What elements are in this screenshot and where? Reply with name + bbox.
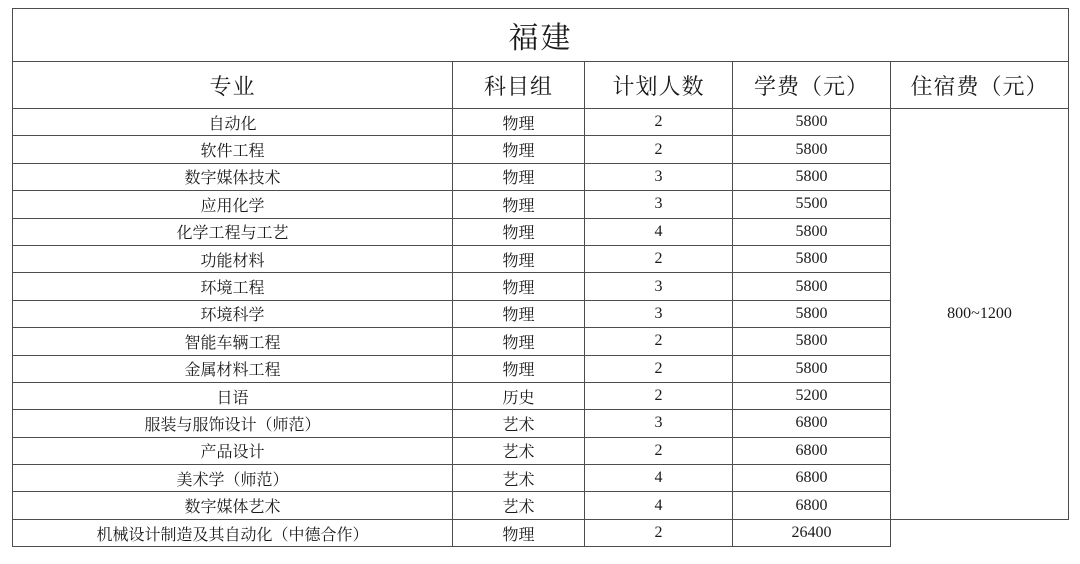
cell-tuition: 5800 — [733, 218, 891, 245]
cell-tuition: 6800 — [733, 492, 891, 519]
cell-plan: 4 — [585, 492, 733, 519]
cell-major: 环境工程 — [13, 273, 453, 300]
cell-subject: 艺术 — [453, 465, 585, 492]
cell-dorm-fee: 800~1200 — [891, 109, 1069, 520]
cell-subject: 物理 — [453, 245, 585, 272]
cell-subject: 物理 — [453, 136, 585, 163]
cell-plan: 2 — [585, 382, 733, 409]
column-header-subject: 科目组 — [453, 62, 585, 109]
cell-subject: 物理 — [453, 109, 585, 136]
cell-major: 机械设计制造及其自动化（中德合作） — [13, 519, 453, 546]
cell-tuition: 5800 — [733, 163, 891, 190]
cell-subject: 历史 — [453, 382, 585, 409]
admission-plan-table — [12, 8, 1069, 547]
cell-tuition: 5800 — [733, 300, 891, 327]
cell-tuition: 5500 — [733, 191, 891, 218]
cell-plan: 2 — [585, 328, 733, 355]
cell-plan: 3 — [585, 163, 733, 190]
cell-major: 应用化学 — [13, 191, 453, 218]
cell-major: 自动化 — [13, 109, 453, 136]
cell-plan: 2 — [585, 355, 733, 382]
column-header-dorm-fee: 住宿费（元） — [891, 62, 1069, 109]
cell-plan: 3 — [585, 273, 733, 300]
cell-major: 美术学（师范） — [13, 465, 453, 492]
cell-plan: 2 — [585, 136, 733, 163]
cell-major: 产品设计 — [13, 437, 453, 464]
cell-plan: 2 — [585, 245, 733, 272]
table-row — [13, 519, 1069, 546]
column-header-major: 专业 — [13, 62, 453, 109]
cell-plan: 2 — [585, 519, 733, 546]
page-title: 福建 — [13, 9, 1069, 62]
cell-major: 数字媒体技术 — [13, 163, 453, 190]
cell-subject: 物理 — [453, 355, 585, 382]
cell-major: 化学工程与工艺 — [13, 218, 453, 245]
cell-major: 日语 — [13, 382, 453, 409]
cell-major: 软件工程 — [13, 136, 453, 163]
column-header-plan: 计划人数 — [585, 62, 733, 109]
cell-plan: 3 — [585, 300, 733, 327]
cell-tuition: 5200 — [733, 382, 891, 409]
table-title-row — [13, 9, 1069, 62]
cell-major: 服装与服饰设计（师范） — [13, 410, 453, 437]
cell-tuition: 6800 — [733, 410, 891, 437]
cell-tuition: 5800 — [733, 273, 891, 300]
cell-plan: 4 — [585, 465, 733, 492]
cell-tuition: 26400 — [733, 519, 891, 546]
cell-major: 功能材料 — [13, 245, 453, 272]
cell-subject: 艺术 — [453, 410, 585, 437]
cell-plan: 2 — [585, 437, 733, 464]
cell-tuition: 6800 — [733, 437, 891, 464]
cell-subject: 物理 — [453, 519, 585, 546]
cell-plan: 4 — [585, 218, 733, 245]
column-header-tuition: 学费（元） — [733, 62, 891, 109]
table-row — [13, 109, 1069, 136]
cell-tuition: 5800 — [733, 136, 891, 163]
cell-major: 智能车辆工程 — [13, 328, 453, 355]
cell-tuition: 5800 — [733, 245, 891, 272]
cell-subject: 物理 — [453, 300, 585, 327]
cell-subject: 物理 — [453, 328, 585, 355]
cell-tuition: 5800 — [733, 328, 891, 355]
cell-subject: 物理 — [453, 191, 585, 218]
table-header-row — [13, 62, 1069, 109]
cell-major: 环境科学 — [13, 300, 453, 327]
cell-tuition: 6800 — [733, 465, 891, 492]
cell-plan: 3 — [585, 410, 733, 437]
cell-subject: 艺术 — [453, 492, 585, 519]
cell-subject: 物理 — [453, 218, 585, 245]
cell-subject: 物理 — [453, 273, 585, 300]
cell-subject: 艺术 — [453, 437, 585, 464]
cell-tuition: 5800 — [733, 109, 891, 136]
cell-plan: 2 — [585, 109, 733, 136]
cell-subject: 物理 — [453, 163, 585, 190]
cell-major: 金属材料工程 — [13, 355, 453, 382]
cell-major: 数字媒体艺术 — [13, 492, 453, 519]
cell-tuition: 5800 — [733, 355, 891, 382]
cell-plan: 3 — [585, 191, 733, 218]
